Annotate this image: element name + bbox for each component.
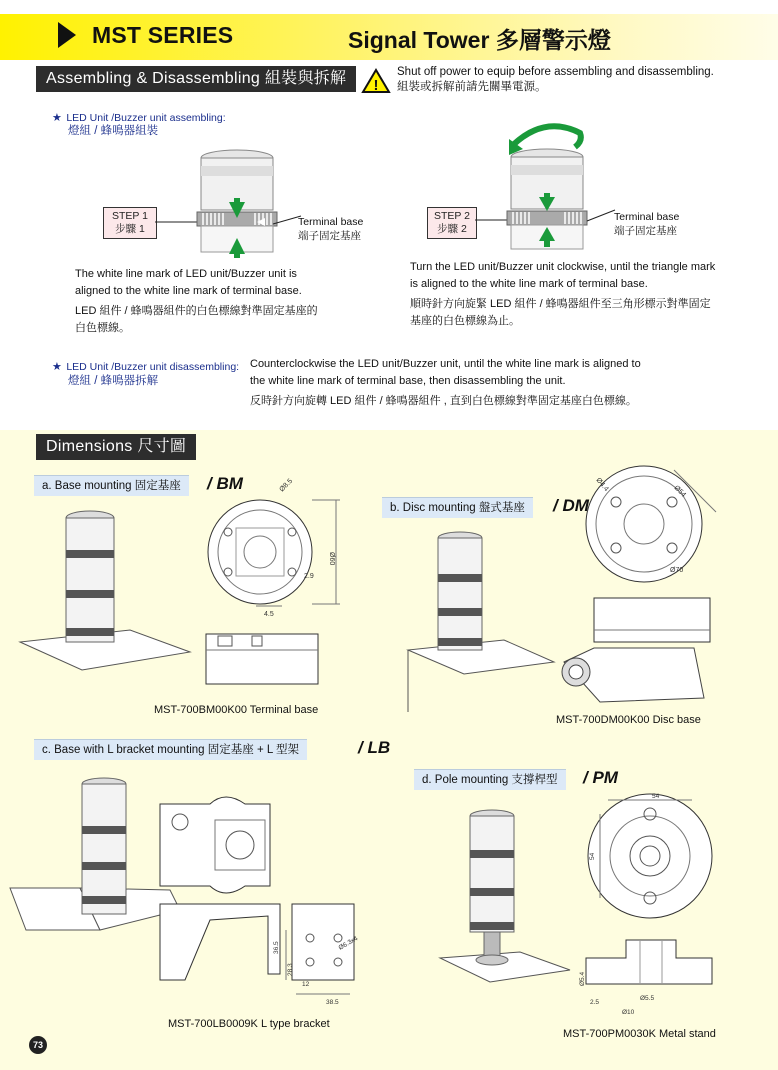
suffix-bm: / BM: [207, 474, 243, 493]
step1-description: [75, 266, 318, 337]
step1-en-line2: aligned to the white line mark of terminal base.: [75, 285, 302, 297]
step2-cn-line1: 順時針方向旋緊 LED 組件 / 蜂鳴器組件至三角形標示對準固定: [410, 298, 711, 310]
disassemble-en-line2: the white line mark of terminal base, then disassembling the unit.: [250, 375, 566, 387]
terminal-cn-2: 端子固定基座: [614, 225, 677, 237]
pole-mounting-drawing: [440, 790, 740, 1025]
disassemble-en-line1: Counterclockwise the LED unit/Buzzer unit, until the white line mark is aligned to: [250, 358, 641, 370]
caption-l-bracket: MST-700LB0009K L type bracket: [168, 1018, 330, 1030]
step1-cn-line1: LED 組件 / 蜂鳴器組件的白色標線對準固定基座的: [75, 305, 318, 317]
l-bracket-drawing: [10, 770, 370, 1015]
terminal-en-2: Terminal base: [614, 211, 680, 223]
play-arrow-icon: [58, 22, 76, 48]
step1-cn: 步驟 1: [115, 223, 145, 235]
assembly-banner: Assembling & Disassembling 組裝與拆解: [36, 66, 356, 92]
dim-d-5-4: Ø5.4: [579, 971, 586, 986]
suffix-pm: / PM: [583, 768, 618, 787]
suffix-lb: / LB: [358, 738, 391, 757]
step2-en-line1: Turn the LED unit/Buzzer unit clockwise, until the triangle mark: [410, 261, 716, 273]
star-icon: ★: [52, 112, 62, 124]
step2-description: [410, 259, 715, 330]
step2-en-line2: is aligned to the white line mark of terminal base.: [410, 278, 648, 290]
disassemble-description: [250, 356, 641, 410]
dim-d-5-5: Ø5.5: [640, 995, 655, 1002]
tag-base-mounting: a. Base mounting 固定基座: [34, 475, 189, 496]
dim-d-10: Ø10: [622, 1009, 635, 1016]
caption-base-mounting: MST-700BM00K00 Terminal base: [154, 704, 319, 716]
tag-l-bracket: c. Base with L bracket mounting 固定基座 + L 型架: [34, 739, 307, 760]
disassemble-heading-cn: 燈組 / 蜂鳴器拆解: [68, 375, 159, 387]
dim-c-12: 12: [302, 981, 310, 988]
terminal-en-1: Terminal base: [298, 216, 364, 228]
dim-c-hole: Ø6.3x4: [337, 935, 360, 952]
dim-b-4-4: Ø4.4: [594, 476, 610, 493]
disassemble-heading-en: LED Unit /Buzzer unit disassembling:: [66, 361, 240, 373]
star-icon-2: ★: [52, 361, 62, 373]
dim-d-2-5: 2.5: [590, 999, 600, 1006]
step1-en-line1: The white line mark of LED unit/Buzzer unit is: [75, 268, 297, 280]
step1-cn-line2: 白色標線。: [75, 322, 130, 334]
page-number: 73: [29, 1036, 47, 1054]
dim-a-60: Ø60: [328, 552, 335, 566]
dim-c-28-3: 28.3: [287, 963, 294, 976]
assemble-heading-en: LED Unit /Buzzer unit assembling:: [66, 112, 226, 124]
tag-pole-mounting: d. Pole mounting 支撐桿型: [414, 769, 566, 790]
step2-terminal-label: [614, 210, 679, 238]
disc-mounting-drawing: [404, 462, 724, 712]
caption-pole-mounting: MST-700PM0030K Metal stand: [563, 1028, 716, 1040]
dim-a-8-5: Ø8.5: [278, 477, 295, 494]
step2-cn-line2: 基座的白色標線為止。: [410, 315, 520, 327]
dim-c-38-5: 38.5: [326, 999, 339, 1006]
svg-text:!: !: [373, 77, 379, 94]
dimensions-banner: Dimensions 尺寸圖: [36, 434, 196, 460]
step2-label: [427, 207, 477, 239]
warning-text: [397, 65, 714, 95]
caption-disc-mounting: MST-700DM00K00 Disc base: [556, 714, 701, 726]
dim-d-54-side: 54: [589, 852, 596, 860]
step2-cn: 步驟 2: [437, 223, 467, 235]
dim-c-36-5: 36.5: [273, 941, 280, 954]
step1-drawing: [155, 140, 375, 265]
page-title: Signal Tower 多層警示燈: [348, 27, 611, 53]
step2-en: STEP 2: [434, 210, 470, 222]
warning-cn: 組裝或拆解前請先關畢電源。: [397, 81, 547, 93]
suffix-dm: / DM: [553, 496, 589, 515]
assemble-heading-cn: 燈組 / 蜂鳴器組裝: [68, 125, 159, 137]
dim-d-54-top: 54: [652, 793, 660, 800]
step1-terminal-label: [298, 215, 363, 243]
warning-en: Shut off power to equip before assembling and disassembling.: [397, 66, 714, 78]
disassemble-cn: 反時針方向旋轉 LED 組件 / 蜂鳴器組件 , 直到白色標線對準固定基座白色標線。: [250, 395, 637, 407]
warning-icon: [362, 68, 390, 94]
dim-a-2-9: 2.9: [304, 573, 314, 580]
tag-disc-mounting: b. Disc mounting 盤式基座: [382, 497, 533, 518]
dim-a-4-5: 4.5: [264, 611, 274, 618]
dim-b-70: Ø70: [670, 567, 684, 574]
terminal-cn-1: 端子固定基座: [298, 230, 361, 242]
dim-b-54: Ø54: [672, 484, 687, 499]
step1-en: STEP 1: [112, 210, 148, 222]
series-title: MST SERIES: [92, 22, 234, 48]
step1-label: [103, 207, 157, 239]
